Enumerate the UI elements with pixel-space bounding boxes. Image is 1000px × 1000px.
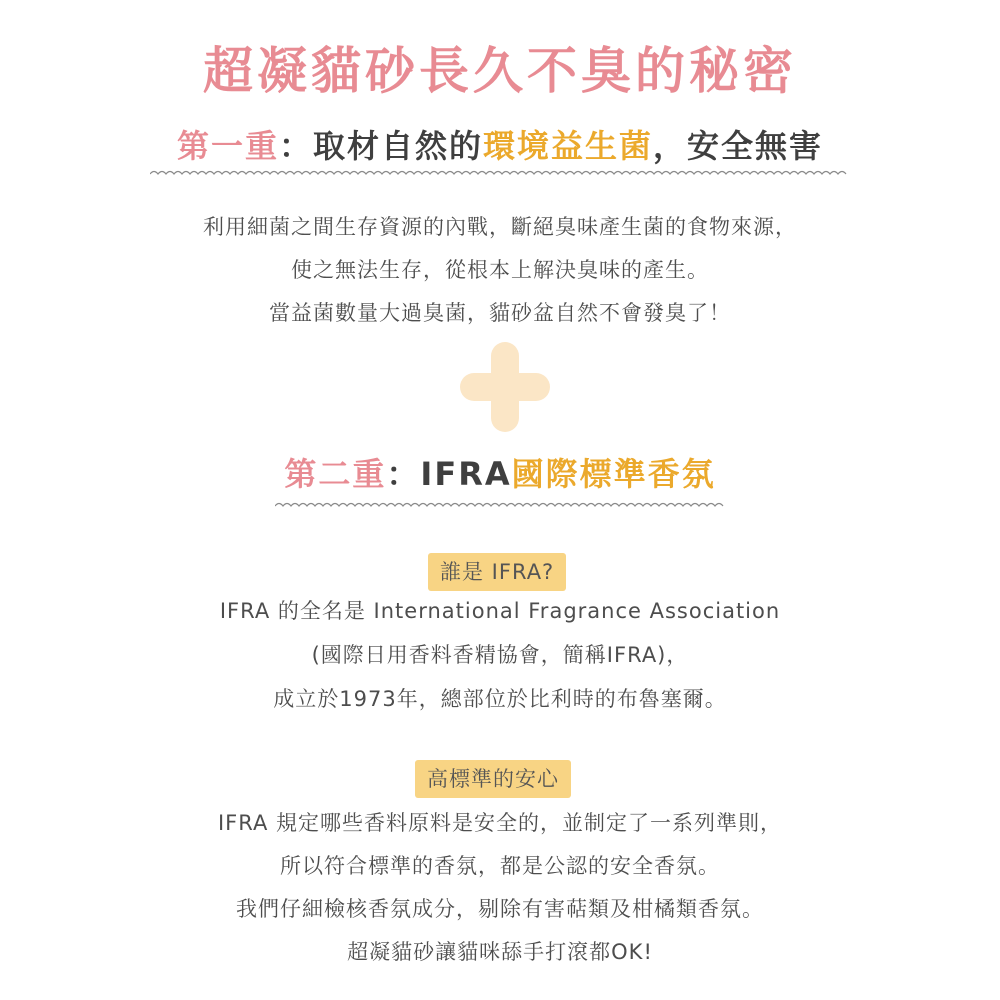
who-line: (國際日用香料香精協會，簡稱IFRA)， xyxy=(311,643,689,667)
section2-colon: ： xyxy=(386,455,421,493)
section2-highlight: 國際標準香氛 xyxy=(511,455,716,493)
section1-text-b: ，安全無害 xyxy=(653,127,824,165)
plus-icon xyxy=(460,342,550,432)
wavy-divider xyxy=(150,168,852,180)
standard-line: 我們仔細檢核香氛成分，剔除有害萜類及柑橘類香氛。 xyxy=(236,897,764,921)
section1-text-a: 取材自然的 xyxy=(312,127,483,165)
who-line: 成立於1973年，總部位於比利時的布魯塞爾。 xyxy=(273,687,727,711)
standard-line: 所以符合標準的香氛，都是公認的安全香氛。 xyxy=(280,854,720,878)
page-title: 超凝貓砂長久不臭的秘密 xyxy=(203,42,797,100)
section1-heading xyxy=(0,124,1000,168)
section2-prefix: 第二重 xyxy=(284,455,387,493)
standard-line: IFRA 規定哪些香料原料是安全的，並制定了一系列準則， xyxy=(217,811,783,835)
standard-line: 超凝貓砂讓貓咪舔手打滾都OK! xyxy=(347,940,653,964)
wavy-divider xyxy=(275,500,725,512)
section1-line: 使之無法生存，從根本上解決臭味的產生。 xyxy=(291,258,709,282)
section1-line: 當益菌數量大過臭菌，貓砂盆自然不會發臭了！ xyxy=(269,301,731,325)
section1-highlight: 環境益生菌 xyxy=(483,127,654,165)
section2-heading xyxy=(0,452,1000,496)
who-line: IFRA 的全名是 International Fragrance Association xyxy=(219,599,781,623)
standard-badge: 高標準的安心 xyxy=(415,760,571,798)
who-badge: 誰是 IFRA? xyxy=(428,553,566,591)
section1-colon: ： xyxy=(278,127,313,165)
section1-prefix: 第一重 xyxy=(176,127,279,165)
section1-line: 利用細菌之間生存資源的內戰，斷絕臭味產生菌的食物來源， xyxy=(203,215,797,239)
section2-text-a: IFRA xyxy=(420,455,512,493)
